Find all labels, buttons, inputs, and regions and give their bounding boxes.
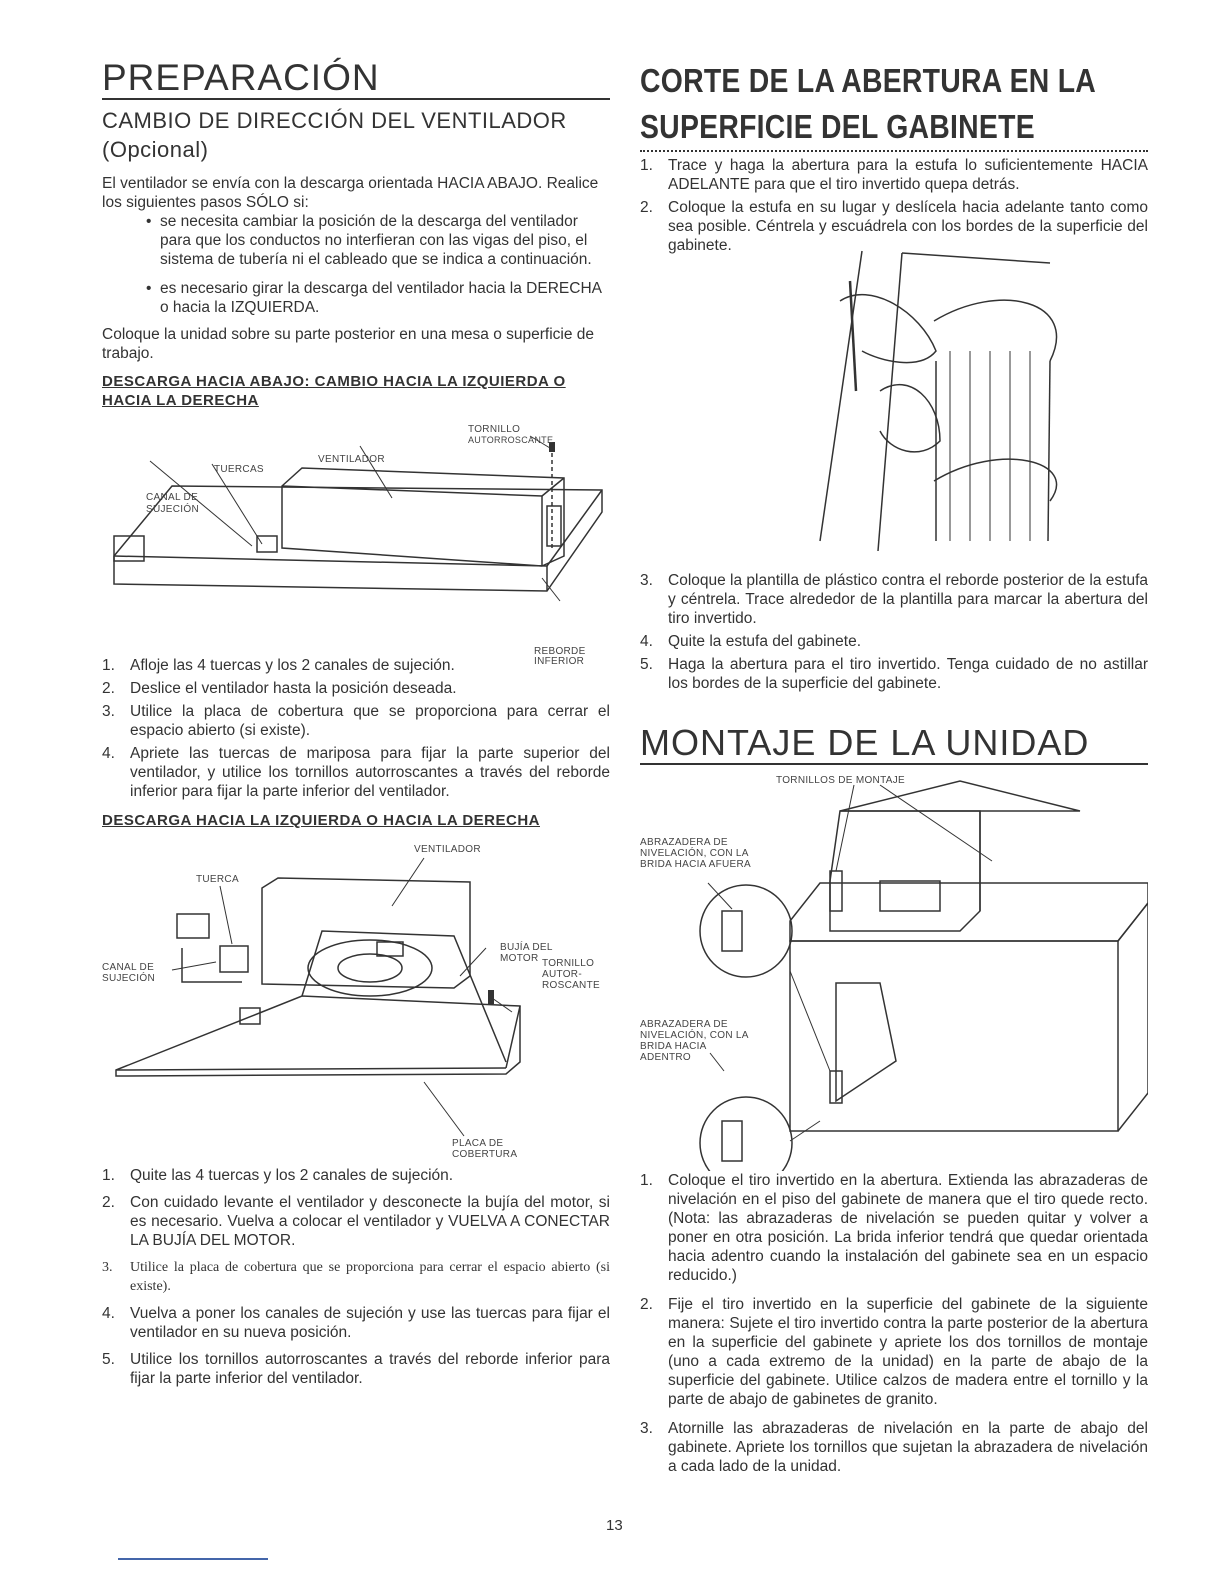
bujia-label-line1: BUJÍA DEL [500,942,553,953]
outward-bracket-label-line3: BRIDA HACIA AFUERA [640,859,751,870]
mounting-drawing [640,771,1148,1171]
fan-sideways-figure [102,836,610,1176]
tuerca-label: TUERCA [196,874,239,885]
condition-item: • se necesita cambiar la posición de la descarga del ventilador para que los conductos no interfieran con las vigas del piso, el sistema de tubería ni el cableado que se indica a continuación. [146,212,610,269]
inward-bracket-label-line2: NIVELACIÓN, CON LA [640,1030,749,1041]
downward-steps-list [102,656,610,801]
step-item: 2. Fije el tiro invertido en la superficie del gabinete de la siguiente manera: Sujete el tiro invertido contra la parte posterior de la abertura en la superficie del gabinete y apriete los dos tornillos de montaje (uno a cada extremo de la unidad) en la parte de abajo de la superficie del gabinete. Utilice calzos de madera entre el tornillo y la parte de abajo de gabinetes de granito. [640,1296,1148,1408]
tornillo-label-line3: ROSCANTE [542,980,600,991]
footer-rule [118,1558,268,1560]
mounting-figure [640,771,1148,1171]
step-item: 4. Quite la estufa del gabinete. [640,633,862,650]
ventilador-label: VENTILADOR [414,844,481,855]
inward-bracket-label-line4: ADENTRO [640,1052,691,1063]
inward-bracket-label-line3: BRIDA HACIA [640,1041,707,1052]
step-item: 2. Coloque la estufa en su lugar y deslícela hacia adelante tanto como sea posible. Céntrela y escuádrela con los bordes de la superficie del gabinete. [640,199,1148,254]
sideways-discharge-heading: DESCARGA HACIA LA IZQUIERDA O HACIA LA DERECHA [102,812,540,829]
cutout-steps-list-continued [640,571,1148,693]
outward-bracket-label-line2: NIVELACIÓN, CON LA [640,848,749,859]
inward-bracket-label-line1: ABRAZADERA DE [640,1019,728,1030]
step-item: 3. Coloque la plantilla de plástico contra el reborde posterior de la estufa y céntrela. Trace alrededor de la plantilla para marcar la abertura del tiro invertido. [640,572,1148,627]
reborde-label-line1: REBORDE [534,646,586,657]
cutout-title-line1: CORTE DE LA ABERTURA EN LA [640,62,1097,99]
condition-item: • es necesario girar la descarga del ventilador hacia la DERECHA o hacia la IZQUIERDA. [146,279,610,317]
cutout-title-rule [640,104,1148,152]
tornillo-label-line2: AUTOR- [542,969,582,980]
step-item: 1. Trace y haga la abertura para la estufa lo suficientemente HACIA ADELANTE para que el tiro invertido quepa detrás. [640,157,1148,193]
page-number: 13 [606,1517,623,1534]
step-item: 4. Vuelva a poner los canales de sujeción y use las tuercas para fijar el ventilador en su nueva posición. [102,1305,610,1341]
canal-label-line1: CANAL DE [102,962,155,973]
step-item: 3. Atornille las abrazaderas de nivelación en la parte de abajo del gabinete. Apriete los tornillos que sujetan la abrazadera de nivelación a cada lado de la unidad. [640,1420,1148,1475]
fan-direction-subtitle: CAMBIO DE DIRECCIÓN DEL VENTILADOR [102,108,567,133]
reborde-label-line2: INFERIOR [534,656,585,667]
fan-sideways-drawing [102,836,610,1176]
intro-paragraph: El ventilador se envía con la descarga orientada HACIA ABAJO. Realice los siguientes pasos SÓLO si: [102,175,599,211]
step-item: 1. Afloje las 4 tuercas y los 2 canales de sujeción. [102,657,455,674]
step-item: 2. Deslice el ventilador hasta la posición deseada. [102,680,457,697]
canal-label-line2: SUJECIÓN [102,973,155,984]
sideways-steps-list [102,1166,610,1388]
cutout-title-line2: SUPERFICIE DEL GABINETE [640,108,1035,145]
mounting-title: MONTAJE DE LA UNIDAD [640,723,1148,765]
step-item: 3. Utilice la placa de cobertura que se proporciona para cerrar el espacio abierto (si existe). [102,703,610,739]
right-column [640,58,1148,1480]
placement-paragraph: Coloque la unidad sobre su parte posterior en una mesa o superficie de trabajo. [102,326,595,362]
downward-discharge-heading: DESCARGA HACIA ABAJO: CAMBIO HACIA LA IZQUIERDA O HACIA LA DERECHA [102,373,566,409]
tornillo-label-line1: TORNILLO [542,958,595,969]
autorroscante-label: AUTORROSCANTE [468,435,554,445]
step-item: 3. Utilice la placa de cobertura que se proporciona para cerrar el espacio abierto (si existe). [102,1260,610,1294]
tornillo-label: TORNILLO [468,424,521,435]
condition-list [146,212,610,317]
optional-label: (Opcional) [102,137,209,162]
step-item: 1. Coloque el tiro invertido en la abertura. Extienda las abrazaderas de nivelación en el piso del gabinete de manera que el tiro quede recto. (Nota: las abrazaderas de nivelación se pueden quitar y volver a poner en otra posición. La brida inferior tendrá que quedar orientada hacia adentro cuando la instalación del gabinete sea en un espacio reducido.) [640,1172,1148,1284]
canal-label-line1: CANAL DE [146,492,199,503]
fan-downward-drawing [102,416,610,656]
tracing-drawing [640,241,1148,571]
ventilador-label: VENTILADOR [318,454,385,465]
step-item: 2. Con cuidado levante el ventilador y desconecte la bujía del motor, si es necesario. Vuelva a colocar el ventilador y VUELVA A CONECTAR LA BUJÍA DEL MOTOR. [102,1194,610,1249]
placa-label-line2: COBERTURA [452,1149,518,1160]
fan-downward-figure [102,416,610,656]
canal-label-line2: SUJECIÓN [146,504,199,515]
placa-label-line1: PLACA DE [452,1138,504,1149]
step-item: 1. Quite las 4 tuercas y los 2 canales de sujeción. [102,1167,454,1184]
step-item: 5. Utilice los tornillos autorroscantes a través del reborde inferior para fijar la parte inferior del ventilador. [102,1351,610,1387]
tuercas-label: TUERCAS [214,464,264,475]
step-item: 4. Apriete las tuercas de mariposa para fijar la parte superior del ventilador, y utilice los tornillos autorroscantes a través del reborde inferior para fijar la parte inferior del ventilador. [102,745,610,800]
tracing-figure [640,241,1148,571]
left-column [102,58,610,1392]
preparacion-title: PREPARACIÓN [102,58,610,100]
outward-bracket-label-line1: ABRAZADERA DE [640,837,728,848]
step-item: 5. Haga la abertura para el tiro invertido. Tenga cuidado de no astillar los bordes de la superficie del gabinete. [640,656,1148,692]
mounting-steps-list [640,1171,1148,1476]
mounting-screws-label: TORNILLOS DE MONTAJE [776,775,905,786]
bujia-label-line2: MOTOR [500,953,539,964]
